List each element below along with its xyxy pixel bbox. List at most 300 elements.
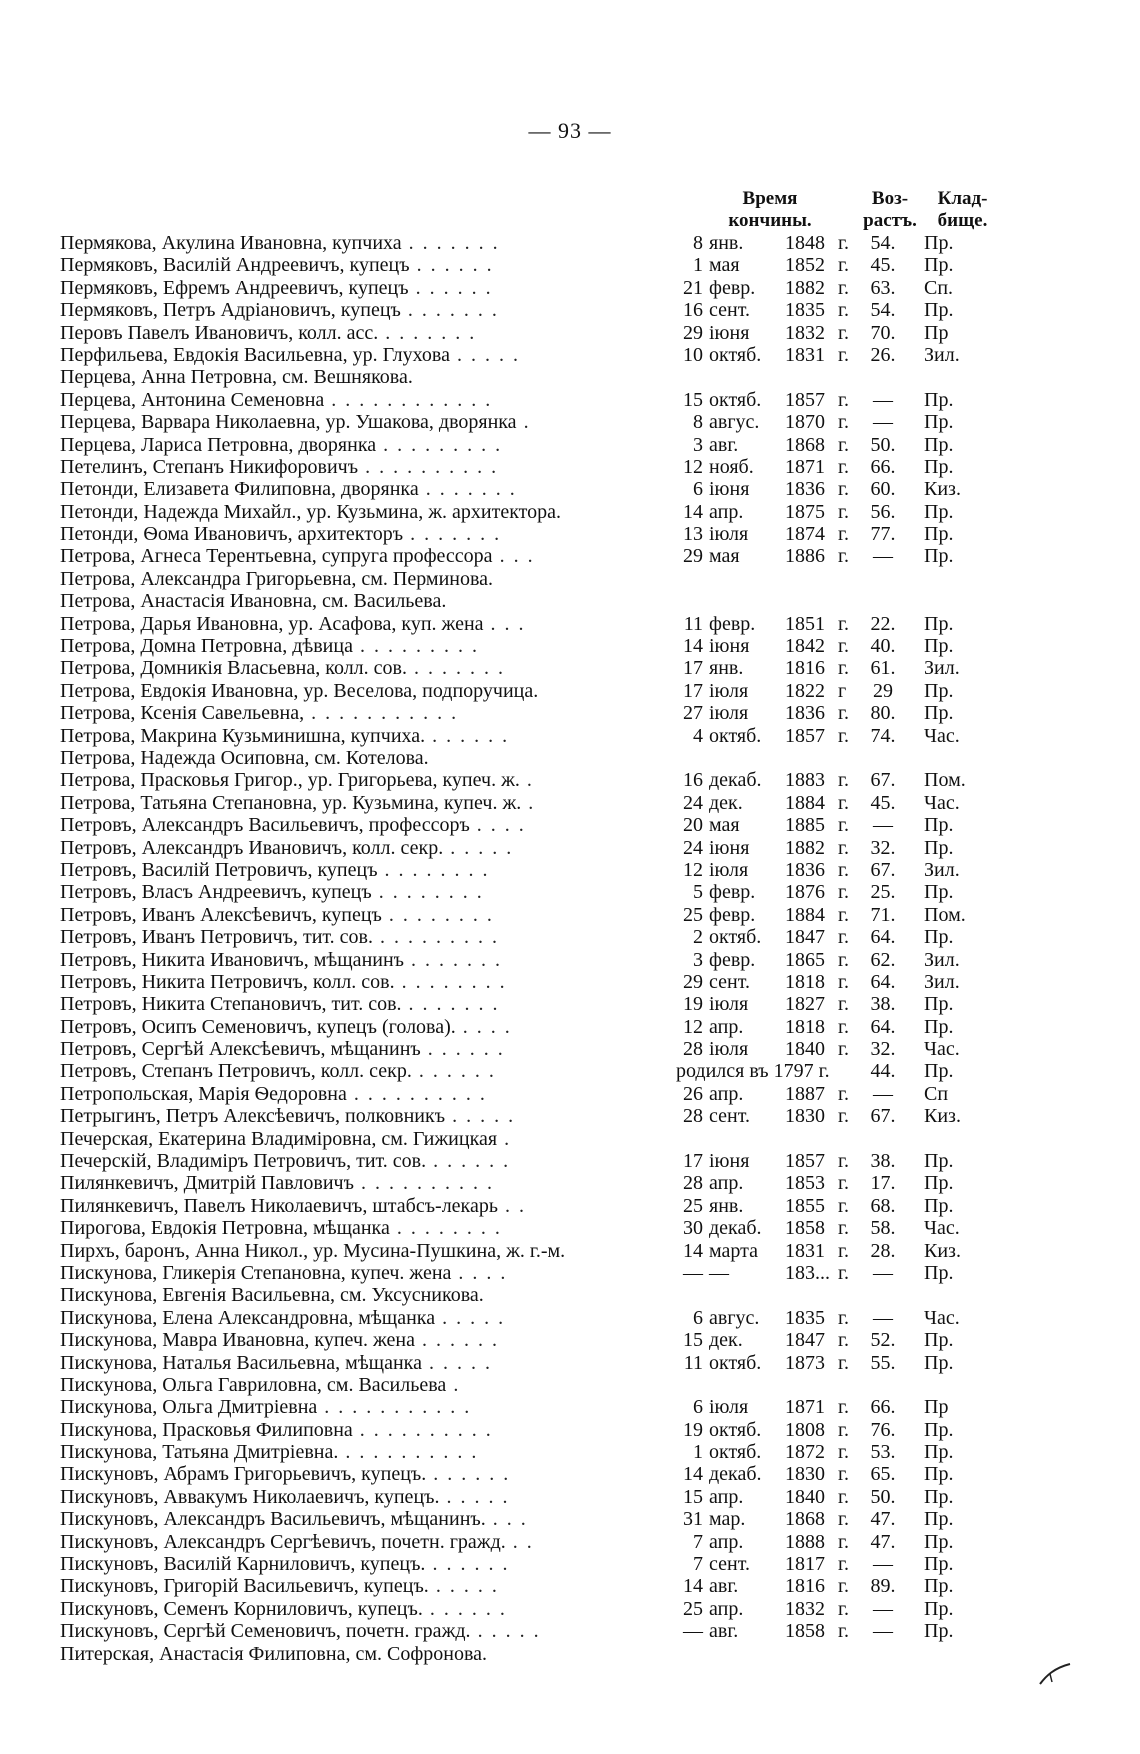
entry-year: 1832 bbox=[785, 1597, 825, 1620]
entry-day: 26 bbox=[683, 1082, 703, 1105]
leader-dots: . . . . . . . . . . . bbox=[317, 1396, 472, 1419]
entry-name-text: Пермяковъ, Ефремъ Андреевичъ, купецъ bbox=[60, 276, 409, 299]
entry-birth-note: родился въ 1797 г. bbox=[676, 1060, 830, 1083]
entry-day: 8 bbox=[693, 232, 703, 254]
entry-year: 1847 bbox=[785, 926, 825, 949]
entry-name bbox=[60, 792, 680, 814]
entry-year: 1858 bbox=[785, 1217, 825, 1240]
entry-name bbox=[60, 545, 680, 567]
entry-year: 1853 bbox=[785, 1172, 825, 1195]
entry-year: 1835 bbox=[785, 299, 825, 322]
entry-name bbox=[60, 366, 680, 388]
register-entry bbox=[0, 1105, 1140, 1127]
entry-age: 38. bbox=[870, 1150, 896, 1173]
entry-name-text: Петрова, Агнеса Терентьевна, супруга профессора bbox=[60, 545, 493, 568]
register-entry bbox=[0, 434, 1140, 456]
leader-dots: . . . . . . . . bbox=[371, 881, 484, 904]
register-entry bbox=[0, 1284, 1140, 1306]
entry-year-suffix: г. bbox=[838, 388, 849, 411]
entry-age: 47. bbox=[870, 1508, 896, 1531]
register-entry bbox=[0, 1508, 1140, 1530]
entry-year-suffix: г. bbox=[838, 1082, 849, 1105]
entry-year: 1848 bbox=[785, 232, 825, 254]
entry-year-suffix: г. bbox=[838, 993, 849, 1016]
register-entry bbox=[0, 1329, 1140, 1351]
entry-month: октяб. bbox=[709, 1441, 762, 1464]
entry-year-suffix: г. bbox=[838, 724, 849, 747]
register-entry bbox=[0, 1620, 1140, 1642]
entry-day: 12 bbox=[683, 455, 703, 478]
header-cemetery-line2: бище. bbox=[937, 210, 988, 231]
entry-year-suffix: г. bbox=[838, 1463, 849, 1486]
leader-dots: . . . . . bbox=[439, 1485, 510, 1508]
entry-cemetery: Пр bbox=[924, 1396, 949, 1419]
register-entry bbox=[0, 478, 1140, 500]
entry-year: 1873 bbox=[785, 1351, 825, 1374]
entry-name bbox=[60, 1620, 680, 1642]
entry-year: 1887 bbox=[785, 1082, 825, 1105]
entry-year: 1827 bbox=[785, 993, 825, 1016]
entry-month: апр. bbox=[709, 1015, 744, 1038]
entry-age: 40. bbox=[870, 635, 896, 658]
register-entry bbox=[0, 277, 1140, 299]
entry-day: 16 bbox=[683, 769, 703, 792]
entry-cemetery: Пр. bbox=[924, 1060, 954, 1083]
entry-month: февр. bbox=[709, 276, 756, 299]
leader-dots: . . . . . . . . . . . bbox=[304, 702, 459, 725]
entry-name bbox=[60, 1016, 680, 1038]
entry-name bbox=[60, 1284, 680, 1306]
entry-name-text: Петрова, Прасковья Григор., ур. Григорьева, купеч. ж. bbox=[60, 769, 520, 792]
entry-day: 3 bbox=[693, 948, 703, 971]
register-entry bbox=[0, 680, 1140, 702]
leader-dots: . . . . . . . . . bbox=[376, 433, 503, 456]
entry-name-text: Пискунова, Елена Александровна, мѣщанка bbox=[60, 1306, 436, 1329]
entry-cemetery: Пр. bbox=[924, 232, 954, 254]
entry-day: 15 bbox=[683, 1329, 703, 1352]
entry-age: 80. bbox=[870, 702, 896, 725]
entry-year: 1817 bbox=[785, 1553, 825, 1576]
entry-year: 1818 bbox=[785, 970, 825, 993]
entry-name-text: Петрова, Анастасія Ивановна, см. Васильева. bbox=[60, 590, 447, 613]
entry-year: 1840 bbox=[785, 1038, 825, 1061]
entry-year: 1832 bbox=[785, 321, 825, 344]
entry-cemetery: Пр. bbox=[924, 1261, 954, 1284]
register-entry bbox=[0, 1083, 1140, 1105]
entry-cemetery: Час. bbox=[924, 1306, 960, 1329]
entry-name-text: Петрова, Татьяна Степановна, ур. Кузьмина, купеч. ж. bbox=[60, 791, 522, 814]
entry-month: декаб. bbox=[709, 1463, 762, 1486]
entry-age: 56. bbox=[870, 500, 896, 523]
leader-dots: . . . . . . bbox=[425, 1553, 510, 1576]
entry-name-text: Пирхъ, баронъ, Анна Никол., ур. Мусина-Пушкина, ж. г.-м. bbox=[60, 1239, 566, 1262]
entry-name-text: Петропольская, Марія Ѳедоровна bbox=[60, 1082, 347, 1105]
register-entry bbox=[0, 1531, 1140, 1553]
entry-month: октяб. bbox=[709, 343, 762, 366]
entry-age: — bbox=[873, 1553, 893, 1576]
entry-name bbox=[60, 971, 680, 993]
leader-dots: . . bbox=[505, 1530, 534, 1553]
entry-name bbox=[60, 1463, 680, 1485]
entry-name-text: Петровъ, Власъ Андреевичъ, купецъ bbox=[60, 881, 372, 904]
entry-name-text: Петрова, Александра Григорьевна, см. Перминова. bbox=[60, 567, 494, 590]
register-entry bbox=[0, 523, 1140, 545]
entry-year: 1858 bbox=[785, 1620, 825, 1643]
entry-name bbox=[60, 1553, 680, 1575]
entry-name bbox=[60, 1419, 680, 1441]
entry-year: 1816 bbox=[785, 1575, 825, 1598]
entry-year: 1836 bbox=[785, 478, 825, 501]
entry-year-suffix: г. bbox=[838, 702, 849, 725]
entry-name-text: Петрыгинъ, Петръ Алексѣевичъ, полковникъ bbox=[60, 1105, 446, 1128]
entry-cemetery: Пр. bbox=[924, 1530, 954, 1553]
register-entry bbox=[0, 769, 1140, 791]
header-death-date-line2: кончины. bbox=[728, 210, 812, 231]
entry-year-suffix: г. bbox=[838, 612, 849, 635]
entry-name-text: Печерская, Екатерина Владиміровна, см. Гижицкая bbox=[60, 1127, 498, 1150]
entry-name bbox=[60, 814, 680, 836]
entry-year-suffix: г. bbox=[838, 1105, 849, 1128]
entry-cemetery: Пр. bbox=[924, 1441, 954, 1464]
entry-month: декаб. bbox=[709, 769, 762, 792]
leader-dots: . . . . . . . . bbox=[377, 858, 490, 881]
entry-year: 1870 bbox=[785, 411, 825, 434]
entry-cemetery: Пр. bbox=[924, 388, 954, 411]
entry-year-suffix: г. bbox=[838, 1217, 849, 1240]
entry-name-text: Перфильева, Евдокія Васильевна, ур. Глухова bbox=[60, 343, 450, 366]
entry-age: 70. bbox=[870, 321, 896, 344]
register-entry bbox=[0, 635, 1140, 657]
register-entry bbox=[0, 501, 1140, 523]
entry-cemetery: Пр. bbox=[924, 814, 954, 837]
entry-month: іюня bbox=[709, 321, 750, 344]
header-age-line2: растъ. bbox=[863, 210, 917, 231]
leader-dots: . . . . . . . . . bbox=[352, 635, 479, 658]
entry-month: мая bbox=[709, 254, 740, 277]
register-entry bbox=[0, 657, 1140, 679]
entry-day: 28 bbox=[683, 1038, 703, 1061]
entry-year-suffix: г. bbox=[838, 254, 849, 277]
entry-year-suffix: г. bbox=[838, 1172, 849, 1195]
entry-age: — bbox=[873, 1082, 893, 1105]
entry-year-suffix: г. bbox=[838, 903, 849, 926]
entry-year: 1871 bbox=[785, 455, 825, 478]
entry-age: 63. bbox=[870, 276, 896, 299]
entry-cemetery: Пом. bbox=[924, 769, 966, 792]
entry-year: 1831 bbox=[785, 1239, 825, 1262]
entry-year-suffix: г. bbox=[838, 1441, 849, 1464]
pencil-mark-icon bbox=[1036, 1658, 1076, 1688]
entry-age: 64. bbox=[870, 926, 896, 949]
entry-cemetery: Пр. bbox=[924, 635, 954, 658]
entry-cemetery: Пр. bbox=[924, 1485, 954, 1508]
leader-dots: . . . . . . bbox=[408, 276, 493, 299]
entry-name bbox=[60, 1575, 680, 1597]
leader-dots: . bbox=[519, 769, 534, 792]
entry-year: 1835 bbox=[785, 1306, 825, 1329]
entry-year-suffix: г. bbox=[838, 1329, 849, 1352]
entry-name bbox=[60, 478, 680, 500]
entry-year: 1882 bbox=[785, 836, 825, 859]
entry-name-text: Пискуновъ, Александръ Сергѣевичъ, почетн. гражд. bbox=[60, 1530, 506, 1553]
entry-name-text: Петровъ, Никита Петровичъ, колл. сов. bbox=[60, 970, 395, 993]
entry-age: 32. bbox=[870, 836, 896, 859]
entry-name-text: Петровъ, Никита Степановичъ, тит. сов. bbox=[60, 993, 402, 1016]
entry-name-text: Пискунова, Мавра Ивановна, купеч. жена bbox=[60, 1329, 416, 1352]
register-entry bbox=[0, 322, 1140, 344]
entry-day: 4 bbox=[693, 724, 703, 747]
entry-name bbox=[60, 1307, 680, 1329]
leader-dots: . . . . . . bbox=[420, 1038, 505, 1061]
entry-age: 45. bbox=[870, 791, 896, 814]
leader-dots: . . . . . . . bbox=[400, 299, 499, 322]
entry-year: 1886 bbox=[785, 545, 825, 568]
register-entry bbox=[0, 590, 1140, 612]
entry-day: 11 bbox=[683, 612, 703, 635]
entry-month: февр. bbox=[709, 903, 756, 926]
leader-dots: . . . . . . . bbox=[401, 232, 500, 254]
entry-name-text: Перовъ Павелъ Ивановичъ, колл. асс. bbox=[60, 321, 379, 344]
entry-day: 2 bbox=[693, 926, 703, 949]
entry-name-text: Пермяковъ, Петръ Адріановичъ, купецъ bbox=[60, 299, 401, 322]
entry-name-text: Перцева, Лариса Петровна, дворянка bbox=[60, 433, 377, 456]
register-entry bbox=[0, 1128, 1140, 1150]
entry-month: декаб. bbox=[709, 1217, 762, 1240]
entry-name-text: Пискуновъ, Григорій Васильевичъ, купецъ. bbox=[60, 1575, 429, 1598]
entry-year-suffix: г. bbox=[838, 1418, 849, 1441]
entry-name-text: Пискуновъ, Аввакумъ Николаевичъ, купецъ. bbox=[60, 1485, 440, 1508]
entry-month: октяб. bbox=[709, 388, 762, 411]
entry-year-suffix: г. bbox=[838, 1553, 849, 1576]
entry-cemetery: Пр. bbox=[924, 1597, 954, 1620]
leader-dots: . bbox=[497, 1127, 512, 1150]
entry-cemetery: Пр. bbox=[924, 612, 954, 635]
entry-year-suffix: г. bbox=[838, 523, 849, 546]
entry-month: дек. bbox=[709, 1329, 743, 1352]
entry-month: октяб. bbox=[709, 1418, 762, 1441]
entry-year: 1830 bbox=[785, 1105, 825, 1128]
leader-dots: . . . bbox=[483, 612, 526, 635]
page-number: — 93 — bbox=[528, 118, 612, 143]
entry-name bbox=[60, 1150, 680, 1172]
leader-dots: . . . . . bbox=[443, 836, 514, 859]
entry-age: 60. bbox=[870, 478, 896, 501]
entry-year-suffix: г. bbox=[838, 343, 849, 366]
register-entry bbox=[0, 949, 1140, 971]
entry-name bbox=[60, 1172, 680, 1194]
entry-name bbox=[60, 590, 680, 612]
register-entry bbox=[0, 1060, 1140, 1082]
register-entry bbox=[0, 702, 1140, 724]
entry-year: 1836 bbox=[785, 858, 825, 881]
register-entry bbox=[0, 1419, 1140, 1441]
header-death-date-line1: Время bbox=[742, 188, 798, 209]
entry-age: — bbox=[873, 814, 893, 837]
entry-month: янв. bbox=[709, 657, 744, 680]
entry-age: 32. bbox=[870, 1038, 896, 1061]
entry-name bbox=[60, 344, 680, 366]
leader-dots: . . . . . . . . . bbox=[373, 926, 499, 949]
register-entry bbox=[0, 1441, 1140, 1463]
entry-year-suffix: г. bbox=[838, 1597, 849, 1620]
entry-day: 7 bbox=[693, 1553, 703, 1576]
entry-year: 1884 bbox=[785, 903, 825, 926]
entry-month: сент. bbox=[709, 970, 750, 993]
entry-name bbox=[60, 434, 680, 456]
entry-cemetery: Пр bbox=[924, 321, 949, 344]
leader-dots: . . . . . . . . bbox=[381, 903, 494, 926]
entry-name-text: Петрова, Домна Петровна, дѣвица bbox=[60, 635, 353, 658]
entry-year-suffix: г. bbox=[838, 836, 849, 859]
entry-name-text: Пискунова, Татьяна Дмитріевна. bbox=[60, 1441, 339, 1464]
leader-dots: . . . . . . . . . . bbox=[352, 1418, 493, 1441]
entry-year-suffix: г. bbox=[838, 970, 849, 993]
entry-year-suffix: г. bbox=[838, 791, 849, 814]
entry-name-text: Петровъ, Степанъ Петровичъ, колл. секр. bbox=[60, 1060, 412, 1083]
entry-age: 52. bbox=[870, 1329, 896, 1352]
entry-cemetery: Пр. bbox=[924, 993, 954, 1016]
entry-month: — bbox=[709, 1261, 729, 1284]
entry-day: 3 bbox=[693, 433, 703, 456]
entry-age: 67. bbox=[870, 769, 896, 792]
entry-cemetery: Пр. bbox=[924, 836, 954, 859]
register-entry bbox=[0, 1262, 1140, 1284]
entry-year-suffix: г. bbox=[838, 948, 849, 971]
entry-name-text: Пискунова, Ольга Гавриловна, см. Васильева bbox=[60, 1373, 447, 1396]
entry-cemetery: Пр. bbox=[924, 1194, 954, 1217]
entry-name bbox=[60, 1083, 680, 1105]
register-entry bbox=[0, 1240, 1140, 1262]
register-entry bbox=[0, 904, 1140, 926]
entry-month: авгус. bbox=[709, 411, 760, 434]
leader-dots: . . . . . . . . . . bbox=[353, 1172, 494, 1195]
entry-age: 65. bbox=[870, 1463, 896, 1486]
entry-age: 50. bbox=[870, 1485, 896, 1508]
entry-name bbox=[60, 322, 680, 344]
entry-name-text: Петонди, Ѳома Ивановичъ, архитекторъ bbox=[60, 523, 404, 546]
leader-dots: . . . . . . . bbox=[404, 948, 503, 971]
register-entry bbox=[0, 926, 1140, 948]
leader-dots: . . . . . . bbox=[426, 1463, 511, 1486]
entry-year-suffix: г. bbox=[838, 1038, 849, 1061]
entry-name bbox=[60, 299, 680, 321]
entry-year-suffix: г. bbox=[838, 657, 849, 680]
entry-name bbox=[60, 837, 680, 859]
entry-year-suffix: г. bbox=[838, 232, 849, 254]
entry-year-suffix: г. bbox=[838, 1396, 849, 1419]
entry-name-text: Петонди, Елизавета Филиповна, дворянка bbox=[60, 478, 419, 501]
entry-cemetery: Зил. bbox=[924, 858, 960, 881]
entry-year-suffix: г. bbox=[838, 814, 849, 837]
entry-name bbox=[60, 613, 680, 635]
entry-name bbox=[60, 1374, 680, 1396]
register-entry bbox=[0, 1307, 1140, 1329]
entry-name bbox=[60, 232, 680, 254]
entry-month: іюля bbox=[709, 993, 749, 1016]
entry-day: 28 bbox=[683, 1105, 703, 1128]
entry-month: мая bbox=[709, 814, 740, 837]
entry-cemetery: Зил. bbox=[924, 948, 960, 971]
leader-dots: . . . . . . bbox=[409, 254, 494, 277]
entry-day: — bbox=[683, 1620, 703, 1643]
entry-name bbox=[60, 949, 680, 971]
entry-year: 1874 bbox=[785, 523, 825, 546]
entry-age: 53. bbox=[870, 1441, 896, 1464]
entry-year-suffix: г. bbox=[838, 411, 849, 434]
entry-name-text: Пискунова, Наталья Васильевна, мѣщанка bbox=[60, 1351, 422, 1374]
register-entry bbox=[0, 1217, 1140, 1239]
entry-day: 12 bbox=[683, 1015, 703, 1038]
entry-year-suffix: г. bbox=[838, 1239, 849, 1262]
entry-month: іюня bbox=[709, 836, 750, 859]
entry-year: 1816 bbox=[785, 657, 825, 680]
entry-cemetery: Пр. bbox=[924, 1463, 954, 1486]
entry-month: янв. bbox=[709, 232, 744, 254]
entry-cemetery: Пр. bbox=[924, 455, 954, 478]
entry-cemetery: Пом. bbox=[924, 903, 966, 926]
entry-age: 68. bbox=[870, 1194, 896, 1217]
entry-cemetery: Сп bbox=[924, 1082, 949, 1105]
register-entry bbox=[0, 1553, 1140, 1575]
entry-day: 7 bbox=[693, 1530, 703, 1553]
entry-year-suffix: г. bbox=[838, 1530, 849, 1553]
entry-name-text: Пискуновъ, Василій Карниловичъ, купецъ. bbox=[60, 1553, 426, 1576]
entry-cemetery: Час. bbox=[924, 1217, 960, 1240]
entry-day: 24 bbox=[683, 836, 703, 859]
entry-cemetery: Пр. bbox=[924, 702, 954, 725]
entry-year: 1857 bbox=[785, 724, 825, 747]
entry-age: — bbox=[873, 388, 893, 411]
entry-name-text: Петровъ, Никита Ивановичъ, мѣщанинъ bbox=[60, 948, 405, 971]
leader-dots: . . . . . . . . bbox=[394, 970, 507, 993]
entry-year-suffix: г. bbox=[838, 1015, 849, 1038]
entry-name bbox=[60, 635, 680, 657]
leader-dots: . . . . . bbox=[449, 343, 520, 366]
register-entry bbox=[0, 568, 1140, 590]
entry-name bbox=[60, 411, 680, 433]
entry-year-suffix: г. bbox=[838, 276, 849, 299]
entry-age: 28. bbox=[870, 1239, 896, 1262]
entry-age: 55. bbox=[870, 1351, 896, 1374]
entry-year: 1847 bbox=[785, 1329, 825, 1352]
leader-dots: . . . . . bbox=[435, 1306, 506, 1329]
entry-cemetery: Зил. bbox=[924, 970, 960, 993]
entry-year: 1830 bbox=[785, 1463, 825, 1486]
entry-name bbox=[60, 254, 680, 276]
leader-dots: . . . . . . . bbox=[403, 523, 502, 546]
register-entry bbox=[0, 837, 1140, 859]
register-entry bbox=[0, 232, 1140, 254]
entry-age: — bbox=[873, 411, 893, 434]
entry-name-text: Пермякова, Акулина Ивановна, купчиха bbox=[60, 232, 402, 254]
entry-age: — bbox=[873, 545, 893, 568]
entry-month: іюля bbox=[709, 858, 749, 881]
leader-dots: . . . . . . . bbox=[418, 478, 517, 501]
register-entry bbox=[0, 389, 1140, 411]
entry-cemetery: Пр. bbox=[924, 1553, 954, 1576]
entry-day: 19 bbox=[683, 993, 703, 1016]
entry-month: апр. bbox=[709, 1082, 744, 1105]
entry-age: 61. bbox=[870, 657, 896, 680]
entry-day: — bbox=[683, 1261, 703, 1284]
register-entry bbox=[0, 1352, 1140, 1374]
entry-day: 17 bbox=[683, 657, 703, 680]
entry-day: 20 bbox=[683, 814, 703, 837]
leader-dots: . . . . . . bbox=[415, 1329, 500, 1352]
entry-name bbox=[60, 456, 680, 478]
entry-year: 1872 bbox=[785, 1441, 825, 1464]
entry-cemetery: Пр. bbox=[924, 411, 954, 434]
